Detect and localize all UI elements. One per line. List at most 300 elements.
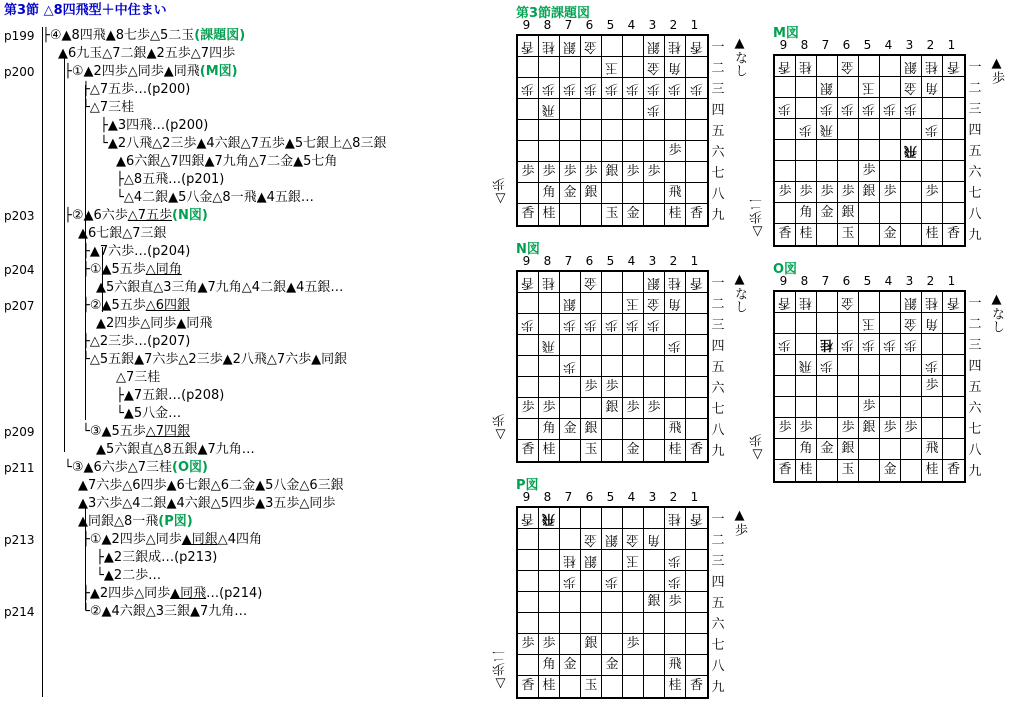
board-square[interactable] <box>859 418 880 439</box>
board-square[interactable] <box>518 377 539 398</box>
board-square[interactable] <box>560 356 581 377</box>
board-square[interactable] <box>686 571 707 592</box>
board-square[interactable] <box>665 293 686 314</box>
board-square[interactable] <box>581 613 602 634</box>
board-square[interactable] <box>943 77 964 98</box>
board-square[interactable] <box>665 419 686 440</box>
board-square[interactable] <box>901 334 922 355</box>
board-square[interactable] <box>665 204 686 225</box>
board-square[interactable] <box>859 161 880 182</box>
board-square[interactable] <box>602 592 623 613</box>
board-square[interactable] <box>602 141 623 162</box>
board-square[interactable] <box>817 418 838 439</box>
board-square[interactable] <box>581 529 602 550</box>
board-square[interactable] <box>817 203 838 224</box>
board-square[interactable] <box>623 440 644 461</box>
board-square[interactable] <box>901 224 922 245</box>
board-square[interactable] <box>775 119 796 140</box>
board-square[interactable] <box>623 183 644 204</box>
board-square[interactable] <box>602 529 623 550</box>
board-square[interactable] <box>623 655 644 676</box>
board-square[interactable] <box>581 204 602 225</box>
board-square[interactable] <box>581 314 602 335</box>
board-square[interactable] <box>644 613 665 634</box>
board-square[interactable] <box>602 655 623 676</box>
board-square[interactable] <box>922 203 943 224</box>
board-square[interactable] <box>943 439 964 460</box>
board-square[interactable] <box>686 529 707 550</box>
board-square[interactable] <box>581 183 602 204</box>
board-square[interactable] <box>901 119 922 140</box>
board-square[interactable] <box>623 272 644 293</box>
board-square[interactable] <box>796 224 817 245</box>
board-square[interactable] <box>518 634 539 655</box>
board-square[interactable] <box>518 78 539 99</box>
board-square[interactable] <box>560 78 581 99</box>
board-square[interactable] <box>581 335 602 356</box>
board-square[interactable] <box>539 183 560 204</box>
board-square[interactable] <box>686 141 707 162</box>
board-square[interactable] <box>686 508 707 529</box>
board-square[interactable] <box>602 613 623 634</box>
board-square[interactable] <box>686 592 707 613</box>
board-square[interactable] <box>602 398 623 419</box>
board-square[interactable] <box>602 356 623 377</box>
board-square[interactable] <box>623 508 644 529</box>
board-square[interactable] <box>581 508 602 529</box>
board-square[interactable] <box>560 529 581 550</box>
board-square[interactable] <box>775 77 796 98</box>
board-square[interactable] <box>560 57 581 78</box>
board-square[interactable] <box>880 203 901 224</box>
board-square[interactable] <box>602 204 623 225</box>
board-square[interactable] <box>838 397 859 418</box>
board-square[interactable] <box>644 120 665 141</box>
board-square[interactable] <box>539 57 560 78</box>
board-square[interactable] <box>775 439 796 460</box>
board-square[interactable] <box>539 550 560 571</box>
board-square[interactable] <box>922 77 943 98</box>
board-square[interactable] <box>838 292 859 313</box>
board-square[interactable] <box>623 335 644 356</box>
board-square[interactable] <box>880 439 901 460</box>
board-square[interactable] <box>623 529 644 550</box>
board-square[interactable] <box>581 272 602 293</box>
board-square[interactable] <box>880 56 901 77</box>
board-square[interactable] <box>922 418 943 439</box>
board-square[interactable] <box>518 440 539 461</box>
board-square[interactable] <box>775 98 796 119</box>
board-square[interactable] <box>838 224 859 245</box>
board-square[interactable] <box>539 314 560 335</box>
board-square[interactable] <box>623 571 644 592</box>
board-square[interactable] <box>560 550 581 571</box>
board-square[interactable] <box>518 36 539 57</box>
board-square[interactable] <box>817 313 838 334</box>
board-square[interactable] <box>518 592 539 613</box>
board-square[interactable] <box>859 334 880 355</box>
board-square[interactable] <box>560 293 581 314</box>
board-square[interactable] <box>796 292 817 313</box>
board-square[interactable] <box>817 56 838 77</box>
board-square[interactable] <box>623 293 644 314</box>
board-square[interactable] <box>665 440 686 461</box>
board-square[interactable] <box>775 334 796 355</box>
board-square[interactable] <box>539 508 560 529</box>
board-square[interactable] <box>623 78 644 99</box>
board-square[interactable] <box>901 292 922 313</box>
board-square[interactable] <box>775 376 796 397</box>
board-square[interactable] <box>901 418 922 439</box>
board-square[interactable] <box>817 397 838 418</box>
board-square[interactable] <box>602 36 623 57</box>
board-square[interactable] <box>623 398 644 419</box>
board-square[interactable] <box>880 313 901 334</box>
board-square[interactable] <box>901 460 922 481</box>
board-square[interactable] <box>518 529 539 550</box>
board-square[interactable] <box>775 203 796 224</box>
board-square[interactable] <box>943 376 964 397</box>
board-square[interactable] <box>518 655 539 676</box>
board-square[interactable] <box>644 655 665 676</box>
board-square[interactable] <box>665 529 686 550</box>
board-square[interactable] <box>665 120 686 141</box>
board-square[interactable] <box>796 119 817 140</box>
board-square[interactable] <box>644 419 665 440</box>
board-square[interactable] <box>880 397 901 418</box>
board-square[interactable] <box>518 57 539 78</box>
board-square[interactable] <box>644 335 665 356</box>
board-square[interactable] <box>880 182 901 203</box>
board-square[interactable] <box>922 98 943 119</box>
board-square[interactable] <box>859 460 880 481</box>
board-square[interactable] <box>623 162 644 183</box>
board-square[interactable] <box>518 571 539 592</box>
board-square[interactable] <box>859 224 880 245</box>
board-square[interactable] <box>665 183 686 204</box>
board-square[interactable] <box>922 376 943 397</box>
board-square[interactable] <box>665 655 686 676</box>
board-square[interactable] <box>922 397 943 418</box>
board-square[interactable] <box>943 418 964 439</box>
board-square[interactable] <box>518 419 539 440</box>
board-square[interactable] <box>686 120 707 141</box>
board-square[interactable] <box>838 313 859 334</box>
board-square[interactable] <box>922 460 943 481</box>
board-square[interactable] <box>644 162 665 183</box>
board-square[interactable] <box>880 77 901 98</box>
board-square[interactable] <box>922 292 943 313</box>
board-square[interactable] <box>838 355 859 376</box>
board-square[interactable] <box>581 120 602 141</box>
board-square[interactable] <box>880 119 901 140</box>
board-square[interactable] <box>796 182 817 203</box>
board-square[interactable] <box>901 98 922 119</box>
board-square[interactable] <box>775 397 796 418</box>
board-square[interactable] <box>581 57 602 78</box>
board-square[interactable] <box>644 634 665 655</box>
board-square[interactable] <box>943 313 964 334</box>
board-square[interactable] <box>686 419 707 440</box>
board-square[interactable] <box>560 398 581 419</box>
board-square[interactable] <box>880 376 901 397</box>
board-square[interactable] <box>644 571 665 592</box>
board-square[interactable] <box>644 183 665 204</box>
board-square[interactable] <box>943 140 964 161</box>
board-square[interactable] <box>539 335 560 356</box>
board-square[interactable] <box>686 57 707 78</box>
board-square[interactable] <box>817 224 838 245</box>
board-square[interactable] <box>518 314 539 335</box>
board-square[interactable] <box>602 634 623 655</box>
board-square[interactable] <box>602 99 623 120</box>
board-square[interactable] <box>602 293 623 314</box>
board-square[interactable] <box>623 141 644 162</box>
board-square[interactable] <box>518 120 539 141</box>
board-square[interactable] <box>581 634 602 655</box>
board-square[interactable] <box>775 182 796 203</box>
board-square[interactable] <box>539 571 560 592</box>
board-square[interactable] <box>623 377 644 398</box>
board-square[interactable] <box>943 119 964 140</box>
board-square[interactable] <box>623 204 644 225</box>
board-square[interactable] <box>943 355 964 376</box>
board-square[interactable] <box>775 418 796 439</box>
board-square[interactable] <box>686 356 707 377</box>
board-square[interactable] <box>560 508 581 529</box>
board-square[interactable] <box>943 56 964 77</box>
board-square[interactable] <box>560 183 581 204</box>
board-square[interactable] <box>880 418 901 439</box>
board-square[interactable] <box>560 676 581 697</box>
board-square[interactable] <box>817 355 838 376</box>
board-square[interactable] <box>796 77 817 98</box>
board-square[interactable] <box>644 676 665 697</box>
board-square[interactable] <box>581 419 602 440</box>
board-square[interactable] <box>623 36 644 57</box>
board-square[interactable] <box>581 571 602 592</box>
board-square[interactable] <box>560 272 581 293</box>
board-square[interactable] <box>539 676 560 697</box>
board-square[interactable] <box>539 398 560 419</box>
board-square[interactable] <box>644 57 665 78</box>
board-square[interactable] <box>518 272 539 293</box>
board-square[interactable] <box>796 460 817 481</box>
board-square[interactable] <box>665 99 686 120</box>
board-square[interactable] <box>817 292 838 313</box>
board-square[interactable] <box>665 78 686 99</box>
board-square[interactable] <box>817 161 838 182</box>
board-square[interactable] <box>539 377 560 398</box>
board-square[interactable] <box>623 676 644 697</box>
board-square[interactable] <box>623 419 644 440</box>
board-square[interactable] <box>560 655 581 676</box>
board-square[interactable] <box>602 162 623 183</box>
board-square[interactable] <box>838 161 859 182</box>
board-square[interactable] <box>817 98 838 119</box>
board-square[interactable] <box>623 592 644 613</box>
board-square[interactable] <box>602 183 623 204</box>
board-square[interactable] <box>943 292 964 313</box>
board-square[interactable] <box>539 634 560 655</box>
board-square[interactable] <box>686 613 707 634</box>
board-square[interactable] <box>901 140 922 161</box>
board-square[interactable] <box>644 99 665 120</box>
board-square[interactable] <box>817 77 838 98</box>
board-square[interactable] <box>686 99 707 120</box>
board-square[interactable] <box>560 162 581 183</box>
board-square[interactable] <box>880 140 901 161</box>
board-square[interactable] <box>581 99 602 120</box>
board-square[interactable] <box>602 571 623 592</box>
board-square[interactable] <box>518 204 539 225</box>
board-square[interactable] <box>665 571 686 592</box>
board-square[interactable] <box>623 99 644 120</box>
board-square[interactable] <box>859 313 880 334</box>
board-square[interactable] <box>796 313 817 334</box>
board-square[interactable] <box>775 355 796 376</box>
board-square[interactable] <box>880 292 901 313</box>
board-square[interactable] <box>796 98 817 119</box>
board-square[interactable] <box>859 376 880 397</box>
board-square[interactable] <box>623 120 644 141</box>
board-square[interactable] <box>686 676 707 697</box>
board-square[interactable] <box>686 398 707 419</box>
board-square[interactable] <box>518 335 539 356</box>
board-square[interactable] <box>581 141 602 162</box>
board-square[interactable] <box>539 78 560 99</box>
board-square[interactable] <box>943 397 964 418</box>
board-square[interactable] <box>602 377 623 398</box>
board-square[interactable] <box>623 613 644 634</box>
board-square[interactable] <box>775 56 796 77</box>
board-square[interactable] <box>539 293 560 314</box>
board-square[interactable] <box>943 334 964 355</box>
board-square[interactable] <box>901 161 922 182</box>
board-square[interactable] <box>686 550 707 571</box>
board-square[interactable] <box>817 376 838 397</box>
board-square[interactable] <box>623 314 644 335</box>
board-square[interactable] <box>686 377 707 398</box>
board-square[interactable] <box>775 161 796 182</box>
board-square[interactable] <box>796 140 817 161</box>
board-square[interactable] <box>838 119 859 140</box>
board-square[interactable] <box>602 314 623 335</box>
board-square[interactable] <box>859 98 880 119</box>
board-square[interactable] <box>880 334 901 355</box>
board-square[interactable] <box>665 356 686 377</box>
board-square[interactable] <box>665 398 686 419</box>
board-square[interactable] <box>817 439 838 460</box>
board-square[interactable] <box>644 592 665 613</box>
board-square[interactable] <box>859 203 880 224</box>
board-square[interactable] <box>644 356 665 377</box>
board-square[interactable] <box>901 355 922 376</box>
board-square[interactable] <box>539 120 560 141</box>
board-square[interactable] <box>644 78 665 99</box>
board-square[interactable] <box>838 334 859 355</box>
board-square[interactable] <box>665 36 686 57</box>
board-square[interactable] <box>838 77 859 98</box>
board-square[interactable] <box>518 356 539 377</box>
board-square[interactable] <box>560 36 581 57</box>
board-square[interactable] <box>518 183 539 204</box>
board-square[interactable] <box>581 356 602 377</box>
board-square[interactable] <box>560 571 581 592</box>
board-square[interactable] <box>922 439 943 460</box>
board-square[interactable] <box>686 162 707 183</box>
board-square[interactable] <box>665 335 686 356</box>
board-square[interactable] <box>880 98 901 119</box>
board-square[interactable] <box>943 182 964 203</box>
board-square[interactable] <box>665 592 686 613</box>
board-square[interactable] <box>539 419 560 440</box>
board-square[interactable] <box>644 204 665 225</box>
board-square[interactable] <box>602 120 623 141</box>
board-square[interactable] <box>539 529 560 550</box>
board-square[interactable] <box>838 56 859 77</box>
board-square[interactable] <box>901 376 922 397</box>
board-square[interactable] <box>518 162 539 183</box>
board-square[interactable] <box>560 99 581 120</box>
board-square[interactable] <box>859 119 880 140</box>
board-square[interactable] <box>775 292 796 313</box>
board-square[interactable] <box>623 57 644 78</box>
board-square[interactable] <box>796 397 817 418</box>
board-square[interactable] <box>922 140 943 161</box>
board-square[interactable] <box>581 440 602 461</box>
board-square[interactable] <box>901 397 922 418</box>
board-square[interactable] <box>686 78 707 99</box>
board-square[interactable] <box>644 529 665 550</box>
board-square[interactable] <box>602 550 623 571</box>
board-square[interactable] <box>602 676 623 697</box>
board-square[interactable] <box>943 224 964 245</box>
board-square[interactable] <box>838 376 859 397</box>
board-square[interactable] <box>796 203 817 224</box>
board-square[interactable] <box>581 78 602 99</box>
board-square[interactable] <box>686 335 707 356</box>
board-square[interactable] <box>539 99 560 120</box>
board-square[interactable] <box>859 439 880 460</box>
board-square[interactable] <box>644 141 665 162</box>
board-square[interactable] <box>838 140 859 161</box>
board-square[interactable] <box>560 335 581 356</box>
board-square[interactable] <box>817 182 838 203</box>
board-square[interactable] <box>838 98 859 119</box>
board-square[interactable] <box>665 377 686 398</box>
board-square[interactable] <box>623 550 644 571</box>
board-square[interactable] <box>602 440 623 461</box>
board-square[interactable] <box>665 550 686 571</box>
board-square[interactable] <box>859 355 880 376</box>
board-square[interactable] <box>581 398 602 419</box>
board-square[interactable] <box>686 440 707 461</box>
board-square[interactable] <box>796 376 817 397</box>
board-square[interactable] <box>539 440 560 461</box>
board-square[interactable] <box>560 634 581 655</box>
board-square[interactable] <box>665 676 686 697</box>
board-square[interactable] <box>838 439 859 460</box>
board-square[interactable] <box>922 161 943 182</box>
board-square[interactable] <box>665 162 686 183</box>
board-square[interactable] <box>518 676 539 697</box>
board-square[interactable] <box>644 440 665 461</box>
board-square[interactable] <box>581 293 602 314</box>
board-square[interactable] <box>686 204 707 225</box>
board-square[interactable] <box>560 419 581 440</box>
board-square[interactable] <box>775 140 796 161</box>
